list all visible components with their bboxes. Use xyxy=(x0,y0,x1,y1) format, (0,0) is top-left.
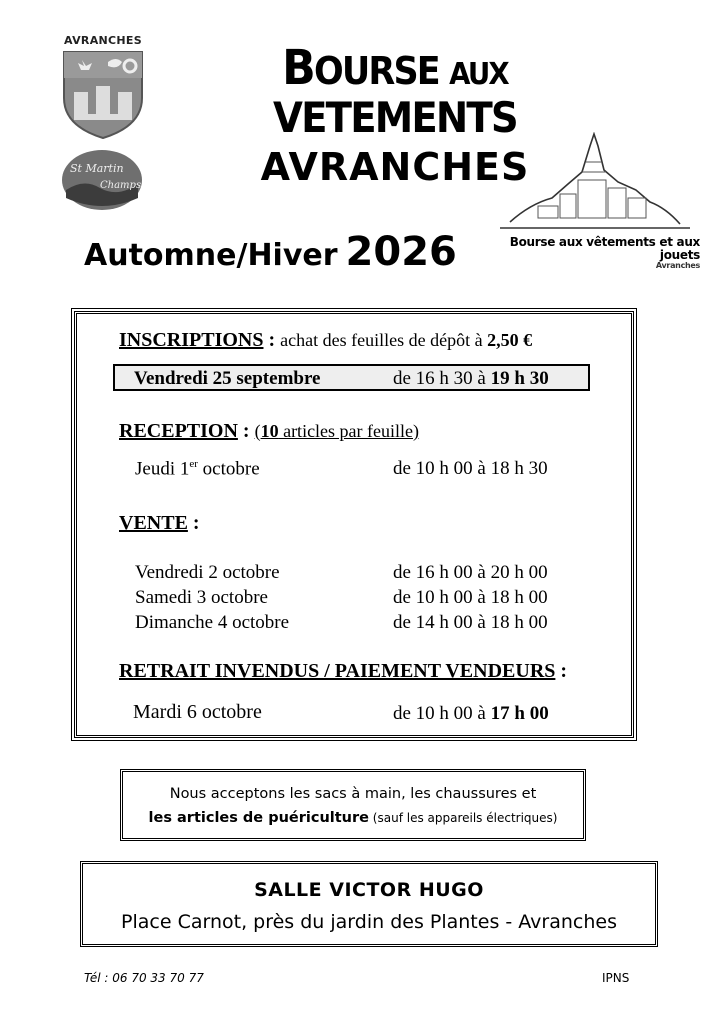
saint-martin-des-champs-logo-icon xyxy=(60,148,144,212)
title-word-vetements: VETEMENTS xyxy=(273,93,517,142)
footer-ipns: IPNS xyxy=(602,971,630,985)
vente-title: VENTE xyxy=(119,512,188,534)
schedule-box xyxy=(74,311,634,738)
retrait-colon: : xyxy=(555,660,568,682)
inscriptions-title: INSCRIPTIONS xyxy=(119,329,264,351)
season-heading xyxy=(84,229,457,275)
venue-address: Place Carnot, près du jardin des Plantes - Avranches xyxy=(121,911,617,933)
bourse-logo-caption-sub: Avranches xyxy=(655,261,700,271)
event-title xyxy=(216,40,575,142)
reception-time: de 10 h 00 à 18 h 30 xyxy=(393,458,548,479)
reception-paren-open: ( xyxy=(254,421,261,441)
title-word-aux: AUX xyxy=(449,57,508,92)
inscriptions-day: Vendredi 25 septembre xyxy=(134,368,321,389)
title-first-letter: B xyxy=(282,40,314,96)
vente-row-time: de 10 h 00 à 18 h 00 xyxy=(393,587,548,608)
accepted-items-notice xyxy=(120,769,586,841)
vente-row-time: de 14 h 00 à 18 h 00 xyxy=(393,612,548,633)
reception-colon: : xyxy=(237,420,255,442)
vente-row-time: de 16 h 00 à 20 h 00 xyxy=(393,562,548,583)
season-year: 2026 xyxy=(345,229,457,275)
accepted-items-line2 xyxy=(123,810,583,826)
vente-heading xyxy=(119,513,200,533)
mont-saint-michel-logo-icon xyxy=(490,132,700,244)
accepted-items-bold: les articles de puériculture xyxy=(148,810,369,826)
retrait-day: Mardi 6 octobre xyxy=(133,701,262,723)
vente-colon: : xyxy=(187,512,200,534)
reception-day-suffix: octobre xyxy=(197,458,260,480)
inscriptions-time xyxy=(393,369,549,388)
retrait-time-end: 17 h 00 xyxy=(490,703,549,724)
reception-paren-rest: articles par feuille) xyxy=(278,421,420,441)
vente-row-day: Vendredi 2 octobre xyxy=(135,562,280,583)
inscriptions-colon: : xyxy=(263,329,281,351)
inscriptions-heading xyxy=(119,330,532,350)
retrait-time xyxy=(393,704,549,723)
reception-day-sup: er xyxy=(189,458,198,470)
inscriptions-time-end: 19 h 30 xyxy=(490,368,549,389)
accepted-items-exception: (sauf les appareils électriques) xyxy=(368,811,558,825)
inscriptions-price: 2,50 € xyxy=(487,330,533,350)
retrait-title: RETRAIT INVENDUS / PAIEMENT VENDEURS xyxy=(119,660,556,682)
reception-day-prefix: Jeudi 1 xyxy=(135,458,190,480)
city-title: AVRANCHES xyxy=(260,145,530,189)
reception-day xyxy=(135,459,260,478)
reception-title: RECEPTION xyxy=(119,420,238,442)
avranches-coat-of-arms-icon xyxy=(60,48,146,140)
reception-count: 10 xyxy=(260,421,279,441)
bourse-logo-caption-main: Bourse aux vêtements et aux jouets xyxy=(509,235,700,263)
bourse-logo-caption xyxy=(480,236,700,271)
svg-text:Champs: Champs xyxy=(100,180,142,191)
vente-row-day: Samedi 3 octobre xyxy=(135,587,268,608)
inscriptions-desc: achat des feuilles de dépôt à xyxy=(280,330,488,350)
footer-phone: Tél : 06 70 33 70 77 xyxy=(84,971,204,985)
retrait-heading xyxy=(119,661,567,681)
vente-row-day: Dimanche 4 octobre xyxy=(135,612,290,633)
accepted-items-line1: Nous acceptons les sacs à main, les chaussures et xyxy=(169,786,537,802)
reception-heading xyxy=(119,421,419,441)
season-label: Automne/Hiver xyxy=(84,238,338,273)
retrait-time-start: de 10 h 00 à xyxy=(393,703,491,724)
venue-name: SALLE VICTOR HUGO xyxy=(254,879,484,901)
venue-box xyxy=(80,861,658,947)
avranches-coat-label: AVRANCHES xyxy=(64,34,142,47)
svg-text:St Martin: St Martin xyxy=(70,162,124,175)
inscriptions-time-start: de 16 h 30 à xyxy=(393,368,491,389)
title-word-bourse: OURSE xyxy=(313,49,450,93)
